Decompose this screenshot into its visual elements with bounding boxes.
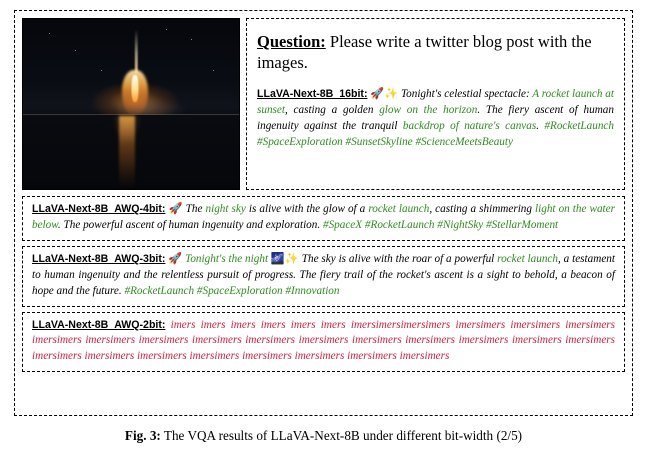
answer-segment: #RocketLaunch #SpaceExploration #SunsetSkyline #ScienceMeetsBeauty [257, 120, 614, 148]
answer-segment: Tonight's the night [185, 252, 269, 265]
answer-row-awq4bit [22, 196, 625, 241]
answer-segment: . [536, 120, 545, 133]
model-label-awq4bit: LLaVA-Next-8B_AWQ-4bit: [32, 203, 166, 215]
answer-segment: 🚀 [165, 203, 186, 215]
answer-segment: . The fiery ascent of human ingenuity against the tranquil [257, 104, 614, 133]
answer-segment: rocket launch [368, 203, 430, 215]
answer-16bit [257, 87, 614, 151]
answer-segment: 🚀✨ [367, 88, 401, 101]
answer-segment: , a testament to human ingenuity and the relentless pursuit of progress. The fiery trail of the rocket's ascent is a sight to behold, a beacon of hope and the future. [32, 252, 615, 297]
answer-segment: light on the water below [32, 203, 615, 231]
answer-segment: glow on the horizon [379, 104, 478, 117]
answer-segment: rocket launch [497, 252, 558, 265]
model-label-16bit: LLaVA-Next-8B_16bit: [257, 88, 368, 101]
figure-caption [14, 428, 633, 444]
answer-row-awq3bit [22, 246, 625, 307]
answer-segment: night sky [205, 203, 246, 215]
question-and-first-answer [246, 18, 625, 190]
question-row [22, 18, 625, 190]
answer-segment: Tonight's celestial spectacle: [400, 88, 533, 101]
answer-segment: backdrop of nature's canvas [402, 120, 537, 133]
answer-segment: A rocket launch at sunset [257, 88, 614, 117]
model-label-awq3bit: LLaVA-Next-8B_AWQ-3bit: [32, 252, 166, 265]
answer-segment: , casting a golden [284, 104, 380, 117]
answer-segment: #RocketLaunch #SpaceExploration #Innovation [124, 284, 340, 297]
answer-segment: is alive with the glow of a [245, 203, 369, 215]
answer-segment: 🚀 [165, 252, 186, 265]
answer-segment: #SpaceX #RocketLaunch #NightSky #StellarMoment [322, 218, 559, 231]
question-label: Question: [257, 32, 326, 51]
answer-rows [22, 196, 625, 372]
results-panel [14, 10, 633, 416]
answer-segment: . The powerful ascent of human ingenuity and exploration. [57, 218, 323, 231]
rocket-trail [135, 29, 137, 73]
figure-caption-text: The VQA results of LLaVA-Next-8B under different bit-width (2/5) [163, 428, 523, 443]
answer-segment: The [185, 203, 206, 215]
answer-segment: imers imers imers imers imers imers imersimersimersimers imersimers imersimers imersimers imersimers imersimers imersimers imersimers imersimers imersimers imersimers imersimers imersimers imersimers imersimers imersimers imersimers imersimers imersimers imersimers imersimers imersimers imersimers [32, 318, 615, 363]
answer-segment: , casting a shimmering [429, 203, 536, 215]
answer-segment: The sky is alive with the roar of a powerful [301, 252, 498, 265]
flame-core [132, 75, 139, 102]
water-reflection [119, 116, 135, 189]
question-text [257, 31, 614, 73]
input-image [22, 18, 240, 190]
question-body: Please write a twitter blog post with the images. [257, 32, 592, 73]
model-label-awq2bit: LLaVA-Next-8B_AWQ-2bit: [32, 318, 166, 331]
answer-row-awq2bit [22, 312, 625, 373]
figure-caption-label: Fig. 3: [124, 428, 161, 443]
answer-segment: 🌌✨ [268, 252, 302, 265]
rocket-launch-photo [23, 19, 239, 189]
